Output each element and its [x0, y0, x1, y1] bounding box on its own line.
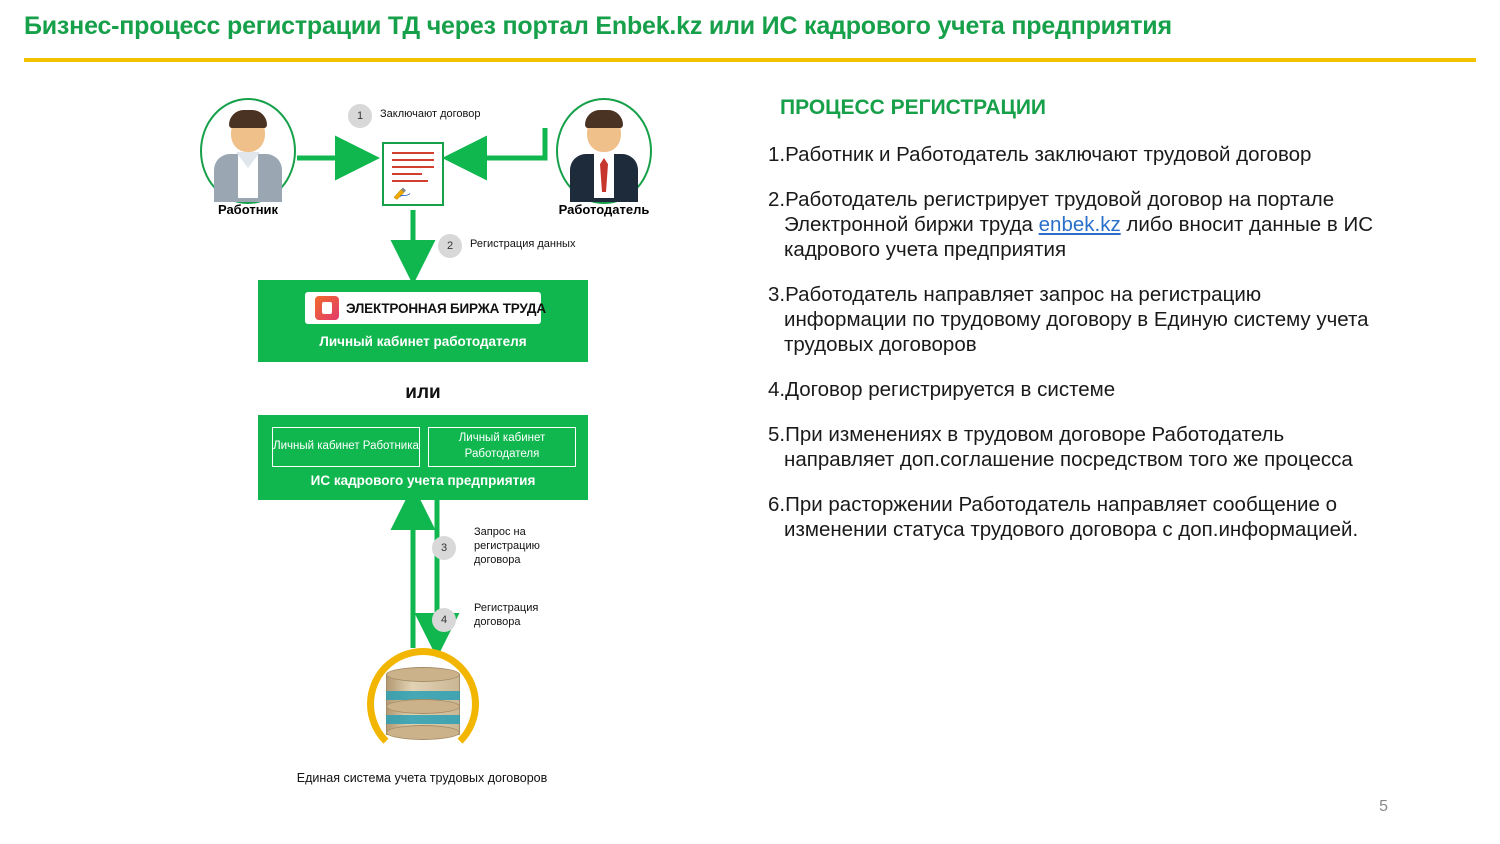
step-1-label: Заключают договор: [380, 108, 481, 120]
ebt-logo: [305, 292, 546, 324]
step-number: 3.: [768, 283, 786, 306]
step-number: 1.: [768, 143, 786, 166]
step-2-badge: 2: [438, 234, 462, 258]
actor-worker-label: Работник: [217, 202, 279, 217]
actor-employer-label: Работодатель: [558, 202, 650, 217]
hr-card-employer-cabinet[interactable]: [428, 427, 576, 467]
db-layer-bottom: [386, 725, 460, 740]
ebt-logo-text: ЭЛЕКТРОННАЯ БИРЖА ТРУДА: [346, 300, 546, 316]
enbek-kz-link[interactable]: enbek.kz: [1038, 213, 1121, 236]
step-text: Договор регистрируется в системе: [785, 378, 1116, 401]
ebt-logo-icon: [315, 296, 339, 320]
step-text: Работодатель направляет запрос на регистрацию информации по трудовому договору в Единую систему учета трудовых договоров: [784, 283, 1369, 356]
avatar-hair: [585, 110, 623, 128]
hr-card-worker-cabinet[interactable]: [272, 427, 420, 467]
hr-system-card[interactable]: [258, 415, 588, 500]
process-steps-list: [756, 142, 1376, 542]
process-step-item: [756, 377, 1376, 402]
step-text-continued: либо вносит данные в ИС кадрового учета предприятия: [784, 213, 1374, 261]
step-number: 4.: [768, 378, 786, 401]
step-number: 5.: [768, 423, 786, 446]
database-cylinder-icon: [386, 665, 460, 743]
process-step-item: [756, 492, 1376, 542]
process-description-panel: [756, 96, 1376, 562]
process-step-item: [756, 142, 1376, 167]
step-number: 2.: [768, 188, 786, 211]
step-text: Работник и Работодатель заключают трудовой договор: [785, 143, 1312, 166]
page-title: Бизнес-процесс регистрации ТД через портал Enbek.kz или ИС кадрового учета предприятия: [24, 12, 1172, 40]
step-text: Работодатель регистрирует трудовой договор на портале Электронной биржи труда: [784, 188, 1335, 236]
actor-worker-avatar: [200, 98, 296, 204]
step-number: 6.: [768, 493, 786, 516]
step-3-label: Запрос на регистрацию договора: [474, 526, 540, 566]
step-4-badge: 4: [432, 608, 456, 632]
step-3-badge: 3: [432, 536, 456, 560]
or-separator-label: или: [405, 382, 441, 403]
hr-card-employer-cabinet-label: Личный кабинет Работодателя: [458, 432, 546, 460]
panel-title: ПРОЦЕСС РЕГИСТРАЦИИ: [780, 96, 1047, 119]
step-2-label: Регистрация данных: [470, 238, 576, 250]
step-4-label: Регистрация договора: [474, 602, 539, 628]
ebt-card[interactable]: [258, 280, 588, 362]
process-diagram: [0, 70, 740, 840]
db-layer-top: [386, 667, 460, 682]
hr-card-worker-cabinet-label: Личный кабинет Работника: [273, 440, 419, 453]
db-layer-mid: [386, 699, 460, 714]
step-1-badge: 1: [348, 104, 372, 128]
process-step-item: [756, 422, 1376, 472]
db-band-bottom: [386, 715, 460, 724]
actor-employer-avatar: [556, 98, 652, 204]
database-caption: Единая система учета трудовых договоров: [296, 771, 548, 785]
hr-card-caption: ИС кадрового учета предприятия: [310, 473, 536, 488]
avatar-hair: [229, 110, 267, 128]
ebt-card-caption: Личный кабинет работодателя: [319, 334, 527, 349]
contract-document-icon: [382, 142, 444, 206]
page-number: 5: [1379, 798, 1388, 815]
title-divider: [24, 58, 1476, 62]
step-text: При расторжении Работодатель направляет сообщение о изменении статуса трудового договора с доп.информацией.: [784, 493, 1359, 541]
process-step-item: [756, 282, 1376, 357]
signature-pen-icon: [392, 182, 412, 202]
process-step-item: [756, 187, 1376, 262]
step-text: При изменениях в трудовом договоре Работодатель направляет доп.соглашение посредством того же процесса: [784, 423, 1353, 471]
